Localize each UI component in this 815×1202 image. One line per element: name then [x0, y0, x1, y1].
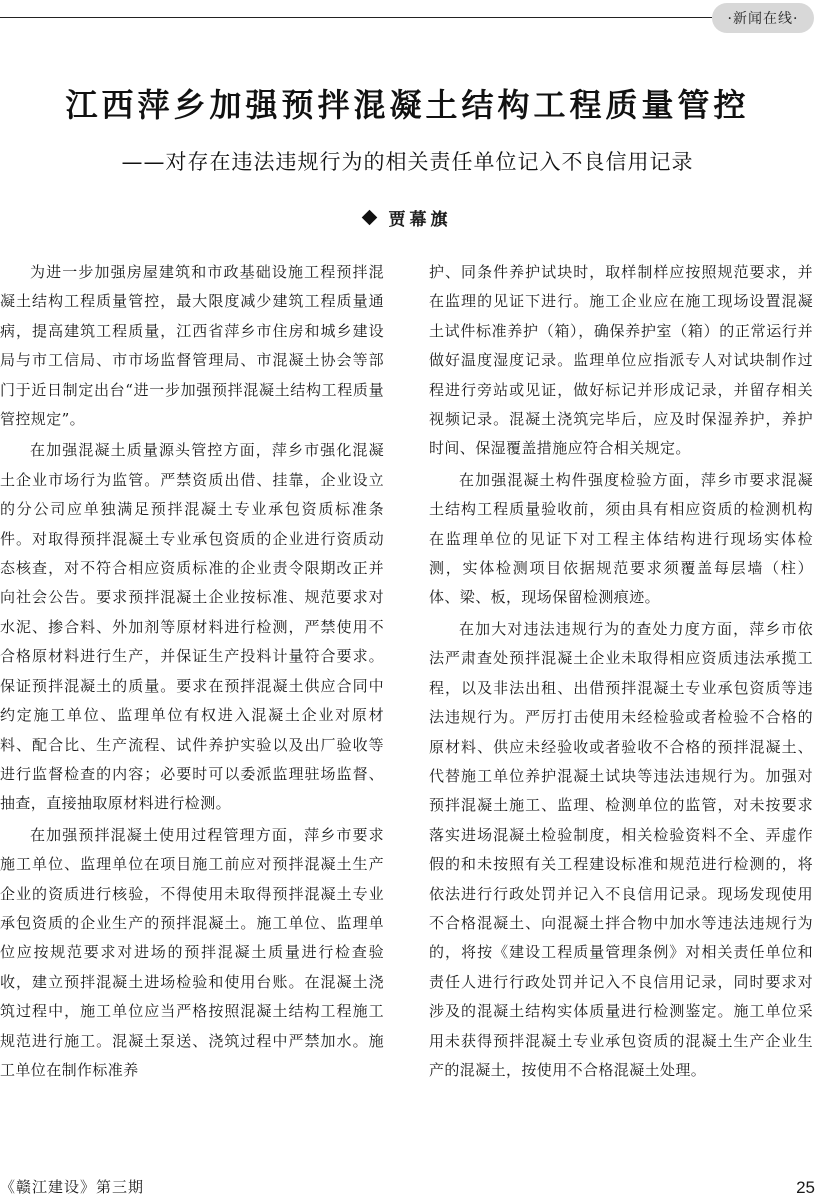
magazine-issue: 《赣江建设》第三期 [0, 1178, 145, 1196]
paragraph: 为进一步加强房屋建筑和市政基础设施工程预拌混凝土结构工程质量管控，最大限度减少建筑工程质量通病，提高建筑工程质量，江西省萍乡市住房和城乡建设局与市工信局、市市场监督管理局、市混凝土协会等部门于近日制定出台“进一步加强预拌混凝土结构工程质量管控规定”。 [0, 263, 384, 429]
diamond-bullet-icon [361, 210, 377, 226]
author-name: 贾幕旗 [388, 210, 452, 230]
body-column-right [429, 258, 813, 1087]
body-column-left [0, 258, 384, 1087]
page-number: 25 [796, 1178, 815, 1197]
byline [0, 205, 815, 230]
paragraph: 在加强混凝土构件强度检验方面，萍乡市要求混凝土结构工程质量验收前，须由具有相应资质的检测机构在监理单位的见证下对工程主体结构进行现场实体检测，实体检测项目依据规范要求须覆盖每层墙（柱）体、梁、板，现场保留检测痕迹。 [429, 470, 813, 607]
header-rule [0, 17, 712, 18]
paragraph: 在加强预拌混凝土使用过程管理方面，萍乡市要求施工单位、监理单位在项目施工前应对预拌混凝土生产企业的资质进行核验，不得使用未取得预拌混凝土专业承包资质的企业生产的预拌混凝土。施工单位、监理单位应按规范要求对进场的预拌混凝土质量进行检查验收，建立预拌混凝土进场检验和使用台账。在混凝土浇筑过程中，施工单位应当严格按照混凝土结构工程施工规范进行施工。混凝土泵送、浇筑过程中严禁加水。施工单位在制作标准养 [0, 825, 384, 1079]
paragraph: 在加强混凝土质量源头管控方面，萍乡市强化混凝土企业市场行为监管。严禁资质出借、挂靠，企业设立的分公司应单独满足预拌混凝土专业承包资质标准条件。对取得预拌混凝土专业承包资质的企业进行资质动态核查，对不符合相应资质标准的企业责令限期改正并向社会公告。要求预拌混凝土企业按标准、规范要求对水泥、掺合料、外加剂等原材料进行检测，严禁使用不合格原材料进行生产，并保证生产投料计量符合要求。保证预拌混凝土的质量。要求在预拌混凝土供应合同中约定施工单位、监理单位有权进入混凝土企业对原材料、配合比、生产流程、试件养护实验以及出厂验收等进行监督检查的内容；必要时可以委派监理驻场监督、抽查，直接抽取原材料进行检测。 [0, 441, 384, 813]
article-title: 江西萍乡加强预拌混凝土结构工程质量管控 [65, 86, 750, 124]
paragraph: 在加大对违法违规行为的查处力度方面，萍乡市依法严肃查处预拌混凝土企业未取得相应资质违法承揽工程，以及非法出租、出借预拌混凝土专业承包资质等违法违规行为。严厉打击使用未经检验或者检验不合格的原材料、供应未经验收或者验收不合格的预拌混凝土、代替施工单位养护混凝土试块等违法违规行为。加强对预拌混凝土施工、监理、检测单位的监管，对未按要求落实进场混凝土检验制度，相关检验资料不全、弄虚作假的和未按照有关工程建设标准和规范进行检测的，将依法进行行政处罚并记入不良信用记录。现场发现使用不合格混凝土、向混凝土拌合物中加水等违法违规行为的，将按《建设工程质量管理条例》对相关责任单位和责任人进行行政处罚并记入不良信用记录，同时要求对涉及的混凝土结构实体质量进行检测鉴定。施工单位采用未获得预拌混凝土专业承包资质的混凝土生产企业生产的混凝土，按使用不合格混凝土处理。 [429, 619, 813, 1079]
article-subtitle: ——对存在违法违规行为的相关责任单位记入不良信用记录 [121, 150, 694, 174]
section-tag: ·新闻在线· [712, 3, 814, 33]
paragraph: 护、同条件养护试块时，取样制样应按照规范要求，并在监理的见证下进行。施工企业应在施工现场设置混凝土试件标准养护（箱），确保养护室（箱）的正常运行并做好温度湿度记录。监理单位应指派专人对试块制作过程进行旁站或见证，做好标记并形成记录，并留存相关视频记录。混凝土浇筑完毕后，应及时保湿养护，养护时间、保湿覆盖措施应符合相关规定。 [429, 263, 813, 458]
